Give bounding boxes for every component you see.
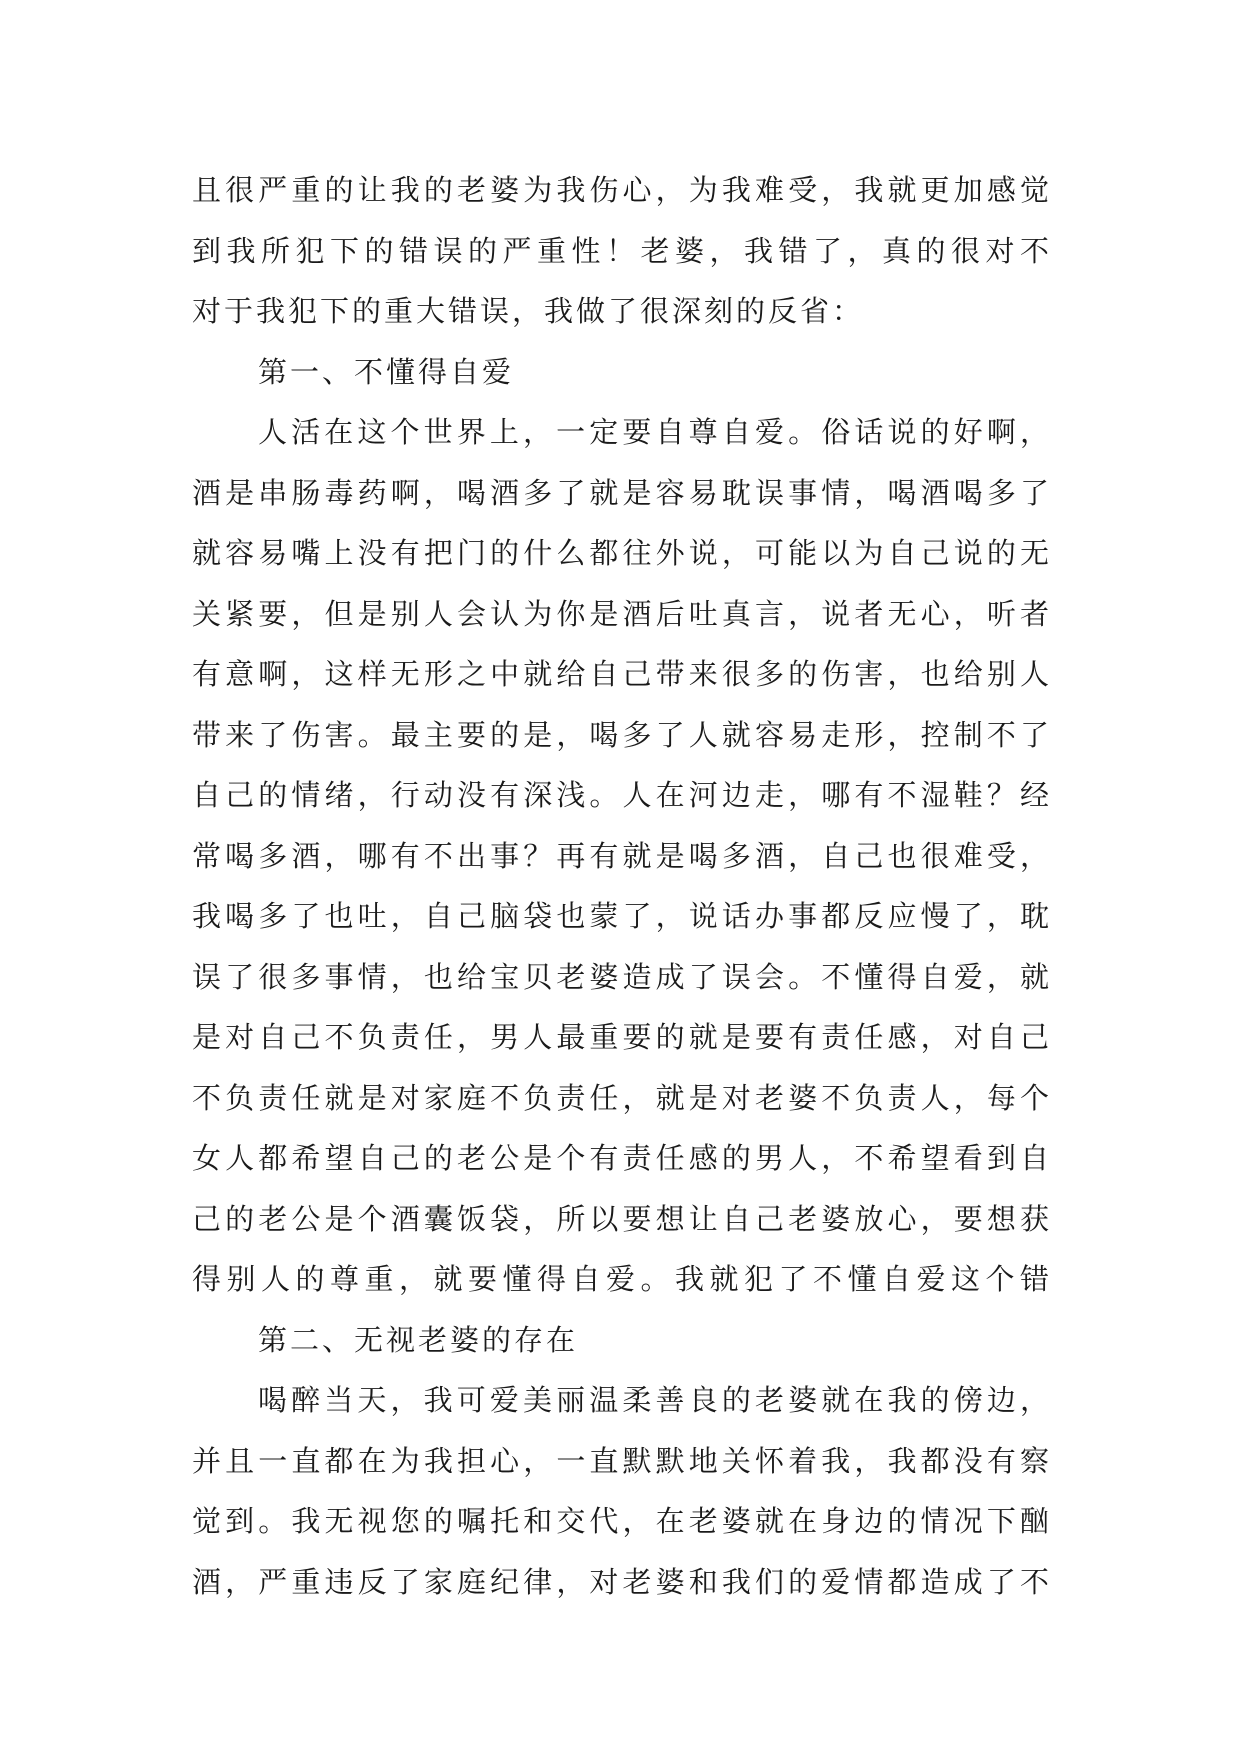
text-line: 就容易嘴上没有把门的什么都往外说，可能以为自己说的无 bbox=[192, 536, 1052, 570]
paragraph-first-line: 喝醉当天，我可爱美丽温柔善良的老婆就在我的傍边， bbox=[258, 1383, 1052, 1417]
text-line: 酒，严重违反了家庭纪律，对老婆和我们的爱情都造成了不 bbox=[192, 1564, 1052, 1599]
text-line: 带来了伤害。最主要的是，喝多了人就容易走形，控制不了 bbox=[192, 717, 1052, 752]
text-line: 有意啊，这样无形之中就给自己带来很多的伤害，也给别人 bbox=[192, 657, 1052, 691]
text-line: 是对自己不负责任，男人最重要的就是要有责任感，对自己 bbox=[192, 1020, 1052, 1054]
text-line: 我喝多了也吐，自己脑袋也蒙了，说话办事都反应慢了，耽 bbox=[192, 899, 1052, 933]
text-line: 觉到。我无视您的嘱托和交代，在老婆就在身边的情况下酗 bbox=[192, 1504, 1052, 1538]
text-line: 到我所犯下的错误的严重性！老婆，我错了，真的很对不 bbox=[192, 233, 1052, 268]
section-heading: 第一、不懂得自爱 bbox=[258, 354, 515, 389]
text-line: 常喝多酒，哪有不出事？再有就是喝多酒，自己也很难受， bbox=[192, 838, 1052, 873]
paragraph-first-line: 人活在这个世界上，一定要自尊自爱。俗话说的好啊， bbox=[258, 415, 1052, 449]
text-line: 不负责任就是对家庭不负责任，就是对老婆不负责人，每个 bbox=[192, 1080, 1052, 1115]
text-line: 误了很多事情，也给宝贝老婆造成了误会。不懂得自爱，就 bbox=[192, 959, 1052, 994]
section-heading: 第二、无视老婆的存在 bbox=[258, 1322, 579, 1357]
text-line: 己的老公是个酒囊饭袋，所以要想让自己老婆放心，要想获 bbox=[192, 1201, 1052, 1236]
text-line: 并且一直都在为我担心，一直默默地关怀着我，我都没有察 bbox=[192, 1443, 1052, 1478]
text-line: 对于我犯下的重大错误，我做了很深刻的反省： bbox=[192, 294, 865, 328]
text-line: 得别人的尊重，就要懂得自爱。我就犯了不懂自爱这个错 bbox=[192, 1262, 1052, 1296]
text-line: 自己的情绪，行动没有深浅。人在河边走，哪有不湿鞋？经 bbox=[192, 778, 1052, 812]
text-line: 酒是串肠毒药啊，喝酒多了就是容易耽误事情，喝酒喝多了 bbox=[192, 475, 1052, 510]
document-body bbox=[192, 160, 1052, 1612]
text-line: 且很严重的让我的老婆为我伤心，为我难受，我就更加感觉 bbox=[192, 173, 1052, 207]
text-line: 女人都希望自己的老公是个有责任感的男人，不希望看到自 bbox=[192, 1141, 1052, 1175]
text-line: 关紧要，但是别人会认为你是酒后吐真言，说者无心，听者 bbox=[192, 596, 1052, 631]
